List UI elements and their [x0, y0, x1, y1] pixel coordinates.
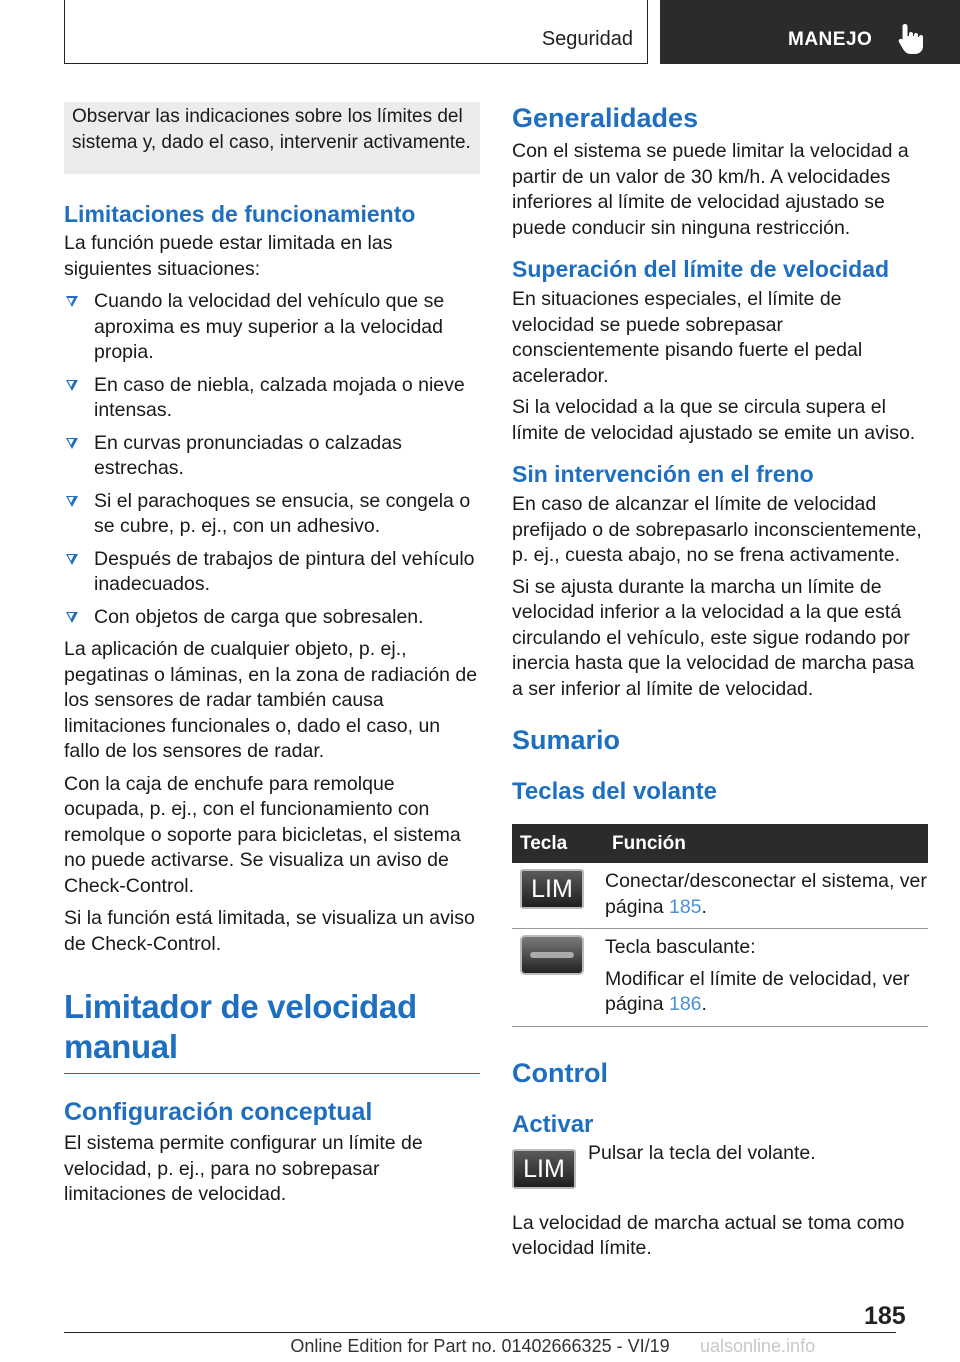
concept-text: El sistema permite configurar un límite de velocidad, p. ej., para no sobrepasar limitaciones de velocidad. [64, 1132, 423, 1205]
brake-heading: Sin intervención en el freno [512, 461, 814, 487]
col-key-header: Tecla [512, 824, 604, 863]
right-column [512, 102, 928, 1262]
triangle-bullet-icon [66, 496, 78, 507]
list-item: Cuando la velocidad del vehículo que se aproxima es muy superior a la velocidad propia. [64, 289, 480, 366]
paragraph: Con la caja de enchufe para remolque ocupada, p. ej., con el funcionamiento con remolque o soporte para bicicletas, el sistema no puede activarse. Se visualiza un aviso de Check-Control. [64, 772, 461, 897]
general-text: Con el sistema se puede limitar la velocidad a partir de un valor de 30 km/h. A velocidades inferiores al límite de velocidad ajustado se puede conducir sin ninguna restricción. [512, 140, 909, 239]
general-heading: Generalidades [512, 103, 699, 133]
table-row: LIM Conectar/desconectar el sistema, ver página 185. [512, 863, 928, 929]
paragraph: Si la función está limitada, se visualiza un aviso de Check-Control. [64, 907, 475, 955]
table-row: Tecla basculante: Modificar el límite de velocidad, ver página 186. [512, 929, 928, 1027]
footer-rule [64, 1332, 896, 1333]
limitations-heading: Limitaciones de funcionamiento [64, 201, 416, 227]
keys-heading: Teclas del volante [512, 778, 717, 805]
triangle-bullet-icon [66, 554, 78, 565]
lim-key-icon: LIM [520, 869, 584, 909]
row-title: Tecla basculante: [605, 936, 756, 958]
row-text: Conectar/desconectar el sistema, ver página [605, 870, 927, 918]
header-section-box [64, 0, 648, 64]
limitations-list [64, 289, 480, 630]
list-item: En caso de niebla, calzada mojada o nieve intensas. [64, 373, 480, 424]
title-block [64, 987, 480, 1074]
page-link[interactable]: 186 [668, 993, 702, 1015]
note-box [64, 102, 480, 174]
rocker-switch-icon [520, 935, 584, 975]
triangle-bullet-icon [66, 296, 78, 307]
concept-heading: Configuración conceptual [64, 1098, 373, 1126]
hand-pointer-icon [896, 22, 926, 56]
control-heading: Control [512, 1057, 608, 1088]
row-text: Modificar el límite de velocidad, ver página [605, 967, 910, 1015]
exceed-text: En situaciones especiales, el límite de velocidad se puede sobrepasar conscientemente pisando fuerte el pedal acelerador. [512, 288, 863, 387]
keys-table [512, 824, 928, 1027]
triangle-bullet-icon [66, 438, 78, 449]
note-text: Observar las indicaciones sobre los límites del sistema y, dado el caso, intervenir activamente. [72, 106, 471, 153]
page-number: 185 [864, 1302, 906, 1330]
exceed-text: Si la velocidad a la que se circula supera el límite de velocidad ajustado se emite un aviso. [512, 396, 916, 444]
brake-text: Si se ajusta durante la marcha un límite de velocidad inferior a la velocidad a la que está circulando el vehículo, este sigue rodando por inercia hasta que la velocidad de marcha pasa a ser inferior al límite de velocidad. [512, 575, 915, 700]
footer-edition: Online Edition for Part no. 01402666325 - VI/19 [290, 1336, 670, 1356]
triangle-bullet-icon [66, 612, 78, 623]
col-function-header: Función [604, 824, 928, 863]
left-column [64, 102, 480, 1208]
section-title: Seguridad [541, 28, 633, 50]
activate-row [512, 1141, 928, 1195]
activate-text: Pulsar la tecla del volante. [588, 1141, 816, 1164]
header-chapter-box [660, 0, 960, 64]
list-item: Después de trabajos de pintura del vehículo inadecuados. [64, 547, 480, 598]
chapter-title: MANEJO [788, 29, 873, 50]
exceed-heading: Superación del límite de velocidad [512, 256, 890, 282]
paragraph: La aplicación de cualquier objeto, p. ej., pegatinas o láminas, en la zona de radiación de los sensores de radar también causa limitaciones funcionales o, dado el caso, un fallo de los sensores de radar. [64, 638, 478, 762]
limitations-intro: La función puede estar limitada en las siguientes situaciones: [64, 232, 393, 280]
list-item: Si el parachoques se ensucia, se congela o se cubre, p. ej., con un adhesivo. [64, 489, 480, 540]
summary-heading: Sumario [512, 725, 621, 755]
table-header [512, 824, 928, 863]
list-item: Con objetos de carga que sobresalen. [64, 605, 480, 631]
page-link[interactable]: 185 [668, 895, 702, 918]
brake-text: En caso de alcanzar el límite de velocidad prefijado o de sobrepasarlo inconscientemente, p. ej., cuesta abajo, no se frena activamente. [512, 493, 922, 566]
page-title: Limitador de velocidad manual [64, 988, 417, 1065]
list-item: En curvas pronunciadas o calzadas estrechas. [64, 431, 480, 482]
activate-heading: Activar [512, 1110, 594, 1138]
lim-key-icon: LIM [512, 1149, 576, 1189]
triangle-bullet-icon [66, 380, 78, 391]
activate-result: La velocidad de marcha actual se toma como velocidad límite. [512, 1211, 905, 1259]
watermark: ualsonline.info [700, 1336, 816, 1356]
